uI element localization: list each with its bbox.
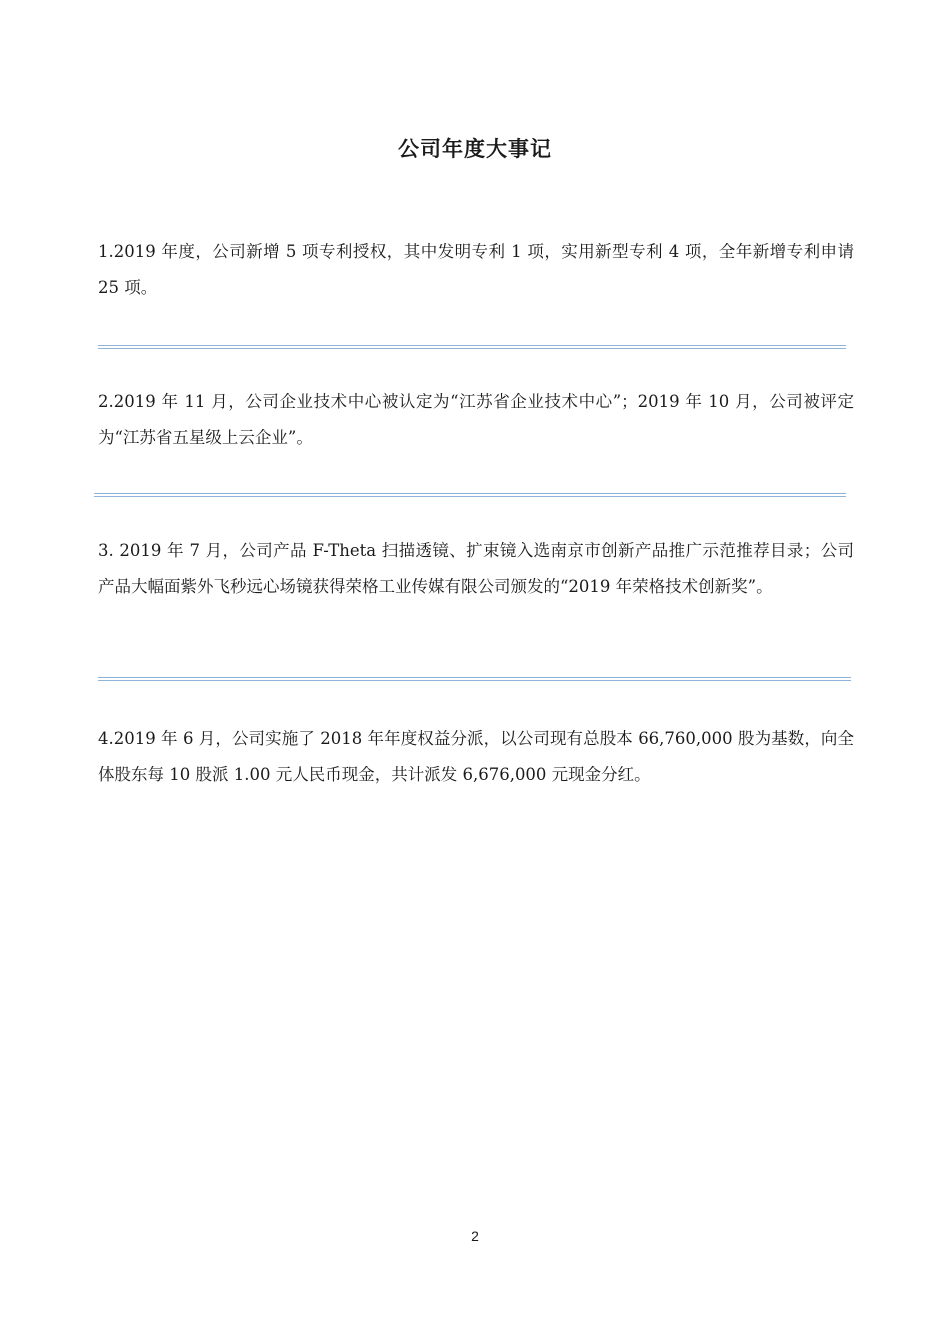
page-title: 公司年度大事记	[398, 137, 552, 161]
divider-1	[98, 345, 846, 349]
event-item-2: 2.2019 年 11 月，公司企业技术中心被认定为“江苏省企业技术中心”；2019 年 10 月，公司被评定为“江苏省五星级上云企业”。	[98, 392, 854, 447]
page-number: 2	[471, 1228, 479, 1244]
divider-3	[98, 677, 851, 681]
event-item-4: 4.2019 年 6 月，公司实施了 2018 年年度权益分派，以公司现有总股本 66,760,000 股为基数，向全体股东每 10 股派 1.00 元人民币现金，共计派发 6,676,000 元现金分红。	[98, 729, 854, 784]
event-item-3: 3. 2019 年 7 月，公司产品 F-Theta 扫描透镜、扩束镜入选南京市创新产品推广示范推荐目录；公司产品大幅面紫外飞秒远心场镜获得荣格工业传媒有限公司颁发的“2019 年荣格技术创新奖”。	[98, 541, 854, 596]
event-item-1: 1.2019 年度，公司新增 5 项专利授权，其中发明专利 1 项，实用新型专利 4 项，全年新增专利申请 25 项。	[98, 242, 854, 297]
divider-2	[94, 493, 846, 497]
